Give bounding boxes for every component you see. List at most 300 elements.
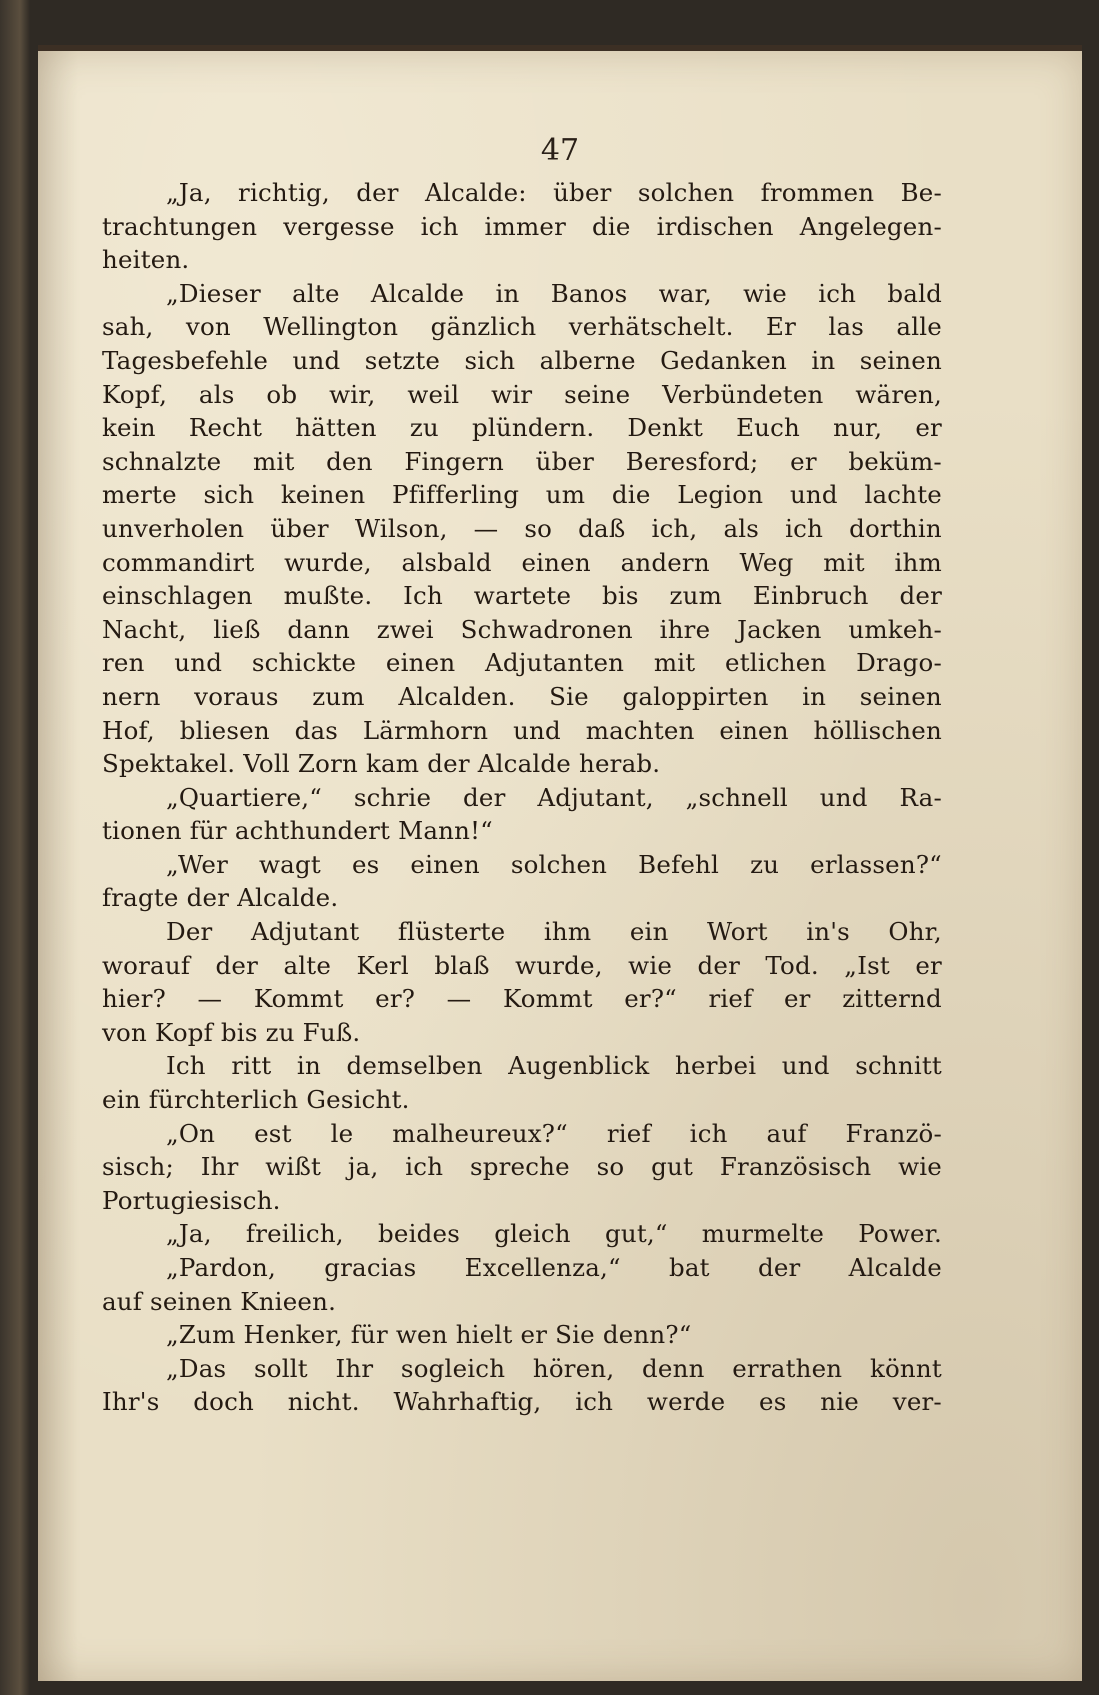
word: die — [591, 211, 631, 241]
word: weil — [407, 379, 460, 409]
word: achthundert — [234, 816, 399, 846]
word: herab. — [578, 749, 661, 779]
word: sisch; — [102, 1152, 174, 1182]
text-line — [102, 1217, 942, 1251]
word: seinen — [150, 1286, 241, 1316]
word: ihm — [894, 547, 942, 577]
word: Voll — [243, 749, 298, 779]
text-line — [102, 881, 942, 915]
word: in's — [806, 917, 850, 947]
word: etlichen — [725, 648, 827, 678]
word: seinen — [859, 345, 942, 375]
word: von — [185, 312, 231, 342]
word: Wellington — [263, 312, 399, 342]
word: in — [802, 681, 827, 711]
word: zum — [669, 581, 723, 611]
word: voraus — [194, 681, 279, 711]
text-line — [102, 277, 942, 311]
word: Adjutanten — [485, 648, 625, 678]
text-line — [102, 781, 942, 815]
word: Er — [766, 312, 797, 342]
word: wären, — [855, 379, 942, 409]
word: commandirt — [102, 547, 255, 577]
word: Alcalde — [370, 278, 465, 308]
word: Tagesbefehle — [102, 345, 269, 375]
word: Fingern — [404, 446, 504, 476]
text-line — [102, 478, 942, 512]
word: Adjutant, — [537, 782, 654, 812]
word: „Das — [166, 1353, 227, 1383]
text-line — [102, 1251, 942, 1285]
text-line — [102, 982, 942, 1016]
word: schrie — [353, 782, 432, 812]
word: demselben — [346, 1051, 483, 1081]
word: Einbruch — [752, 581, 869, 611]
text-line — [102, 512, 942, 546]
word: Kerl — [356, 950, 409, 980]
word: Wilson, — [354, 513, 448, 543]
word: alte — [292, 278, 340, 308]
word: dann — [287, 614, 350, 644]
word: wie — [898, 1152, 942, 1182]
word: ihm — [543, 917, 592, 947]
word: ich — [405, 1152, 444, 1182]
text-line — [102, 1385, 942, 1419]
word: und — [292, 345, 341, 375]
word: bis — [602, 581, 639, 611]
word: die — [611, 480, 651, 510]
word: ich — [420, 211, 459, 241]
word: ob — [266, 379, 298, 409]
word: bis — [220, 1017, 266, 1047]
word: alberne — [539, 345, 636, 375]
word: so — [596, 1152, 625, 1182]
word: machten — [585, 715, 695, 745]
word: zitternd — [842, 984, 942, 1014]
page-number: 47 — [540, 133, 580, 168]
word: est — [254, 1118, 292, 1148]
word: erlassen?“ — [810, 849, 942, 879]
word: le — [330, 1118, 354, 1148]
word: nicht. — [287, 1387, 360, 1417]
word: plündern. — [471, 413, 595, 443]
word: Alcalde — [848, 1253, 942, 1282]
word: doch — [193, 1387, 254, 1417]
word: denn?“ — [602, 1320, 692, 1350]
word: Zorn — [297, 749, 366, 779]
word: mit — [252, 446, 295, 476]
text-line — [102, 344, 942, 378]
word: Ich — [166, 1051, 206, 1081]
word: verhätschelt. — [568, 312, 734, 342]
word: „Ja, — [166, 1219, 212, 1249]
word: in — [811, 345, 836, 375]
word: Excellenza,“ — [464, 1253, 621, 1282]
word: Euch — [736, 413, 801, 443]
word: Sie — [555, 1320, 603, 1350]
text-line — [102, 243, 942, 277]
word: unverholen — [102, 513, 245, 543]
word: Wahrhaftig, — [393, 1387, 542, 1417]
word: als — [198, 379, 235, 409]
word: ren — [102, 648, 145, 678]
word: über — [553, 178, 612, 207]
word: einschlagen — [102, 581, 253, 611]
word: solchen — [510, 849, 608, 879]
word: „Pardon, — [166, 1253, 276, 1282]
word: denn — [642, 1353, 705, 1383]
word: bliesen — [179, 715, 270, 745]
word: Gedanken — [660, 345, 787, 375]
word: er?“ — [624, 984, 677, 1014]
word: Portugiesisch. — [102, 1185, 281, 1215]
word: der — [899, 581, 942, 611]
word: dorthin — [849, 513, 942, 543]
word: über — [535, 446, 595, 476]
word: für — [350, 1320, 396, 1350]
word: Der — [166, 917, 213, 947]
word: gut — [651, 1152, 694, 1182]
word: der — [215, 950, 259, 980]
word: „On — [166, 1118, 216, 1148]
word: „Zum — [166, 1320, 244, 1350]
text-line — [102, 915, 942, 949]
word: ich — [785, 513, 824, 543]
word: wir — [491, 379, 533, 409]
word: Franzö- — [845, 1118, 942, 1148]
word: Alcalden. — [398, 681, 516, 711]
word: zu — [409, 413, 439, 443]
word: beküm- — [848, 446, 942, 476]
word: keinen — [280, 480, 366, 510]
word: gänzlich — [430, 312, 537, 342]
word: umkeh- — [848, 614, 942, 644]
word: sollt — [253, 1353, 308, 1383]
word: war, — [658, 278, 712, 308]
word: ver- — [892, 1387, 942, 1417]
word: Ihr — [200, 1152, 239, 1182]
word: es — [351, 849, 380, 879]
word: gleich — [494, 1219, 571, 1249]
word: Be- — [900, 178, 942, 207]
word: und — [781, 1051, 830, 1081]
word: „schnell — [685, 782, 788, 812]
word: Wort — [707, 917, 768, 947]
word: Alcalde: — [425, 178, 527, 207]
word: mit — [653, 648, 696, 678]
word: — — [473, 513, 499, 543]
text-line — [102, 613, 942, 647]
text-line — [102, 1117, 942, 1151]
word: nur, — [833, 413, 883, 443]
word: ja, — [347, 1152, 379, 1182]
word: als — [723, 513, 760, 543]
word: Ihr's — [102, 1387, 160, 1417]
word: der — [757, 1253, 801, 1282]
word: kein — [102, 413, 156, 443]
word: wagt — [259, 849, 321, 879]
word: „Quartiere,“ — [166, 782, 322, 812]
word: Verbündeten — [662, 379, 824, 409]
word: Pfifferling — [392, 480, 520, 510]
word: vergesse — [283, 211, 395, 241]
word: werde — [646, 1387, 726, 1417]
word: sich — [203, 480, 255, 510]
word: Ohr, — [888, 917, 942, 947]
text-line — [102, 210, 942, 244]
word: wißt — [265, 1152, 322, 1182]
word: Mann!“ — [398, 816, 493, 846]
text-line — [102, 445, 942, 479]
text-line — [102, 1184, 942, 1218]
word: merte — [102, 480, 177, 510]
word: ließ — [213, 614, 261, 644]
word: Fuß. — [302, 1017, 361, 1047]
word: „Ja, — [166, 178, 212, 207]
word: Henker, — [243, 1320, 351, 1350]
word: Tod. — [765, 950, 819, 980]
word: auf — [766, 1118, 807, 1148]
word: der — [463, 782, 506, 812]
word: Kommt — [502, 984, 593, 1014]
word: „Dieser — [166, 278, 261, 308]
word: Französisch — [719, 1152, 872, 1182]
word: den — [326, 446, 373, 476]
word: Spektakel. — [102, 749, 244, 779]
word: Befehl — [638, 849, 720, 879]
word: das — [294, 715, 339, 745]
word: Banos — [550, 278, 628, 308]
word: Weg — [739, 547, 794, 577]
word: heiten. — [102, 245, 190, 275]
word: einen — [410, 849, 480, 879]
word: ein — [629, 917, 669, 947]
word: lachte — [864, 480, 942, 510]
word: gracias — [324, 1253, 417, 1282]
word: wir, — [329, 379, 376, 409]
text-line — [102, 646, 942, 680]
word: der — [356, 178, 399, 207]
word: zwei — [376, 614, 434, 644]
word: andern — [620, 547, 710, 577]
text-line — [102, 546, 942, 580]
word: beides — [378, 1219, 460, 1249]
text-line — [102, 1285, 942, 1319]
word: sah, — [102, 312, 154, 342]
book-page — [38, 45, 1082, 1681]
word: der — [186, 883, 238, 913]
word: Kopf — [154, 1017, 221, 1047]
word: „Wer — [166, 849, 229, 879]
word: Gesicht. — [306, 1085, 410, 1115]
word: Ich — [403, 581, 443, 611]
text-line — [102, 1150, 942, 1184]
word: alte — [283, 950, 332, 980]
word: in — [296, 1051, 321, 1081]
word: wie — [743, 278, 787, 308]
word: schnitt — [855, 1051, 942, 1081]
word: der — [697, 950, 740, 980]
word: herbei — [675, 1051, 757, 1081]
word: murmelte — [701, 1219, 825, 1249]
word: malheureux?“ — [392, 1118, 568, 1148]
word: daß — [578, 513, 626, 543]
word: mußte. — [283, 581, 373, 611]
word: so — [524, 513, 553, 543]
word: er — [520, 1320, 556, 1350]
word: kam — [365, 749, 428, 779]
word: irdischen — [656, 211, 774, 241]
word: Denkt — [627, 413, 703, 443]
word: höllischen — [813, 715, 942, 745]
word: — — [197, 984, 223, 1014]
word: auf — [102, 1286, 151, 1316]
word: errathen — [732, 1353, 843, 1383]
word: könnt — [869, 1353, 942, 1383]
text-line — [102, 579, 942, 613]
word: und — [819, 782, 868, 812]
word: bald — [887, 278, 942, 308]
word: seine — [564, 379, 631, 409]
word: ihre — [659, 614, 711, 644]
word: wie — [628, 950, 673, 980]
word: schnalzte — [102, 446, 222, 476]
word: wurde, — [284, 547, 372, 577]
word: seinen — [859, 681, 942, 711]
word: er — [783, 984, 811, 1014]
word: Drago- — [856, 648, 942, 678]
word: zu — [265, 1017, 303, 1047]
text-line — [102, 1049, 942, 1083]
word: er — [915, 413, 942, 443]
word: ich — [575, 1387, 614, 1417]
word: — — [446, 984, 472, 1014]
word: hier? — [102, 984, 166, 1014]
word: hätten — [295, 413, 377, 443]
text-line — [102, 378, 942, 412]
text-line — [102, 949, 942, 983]
word: hielt — [455, 1320, 521, 1350]
word: ich — [818, 278, 857, 308]
word: rief — [708, 984, 753, 1014]
word: ich — [689, 1118, 728, 1148]
word: ritt — [231, 1051, 272, 1081]
word: Kopf, — [102, 379, 168, 409]
word: freilich, — [245, 1219, 344, 1249]
word: um — [545, 480, 586, 510]
word: wen — [395, 1320, 456, 1350]
word: alle — [896, 312, 942, 342]
word: Ra- — [899, 782, 942, 812]
word: zu — [750, 849, 780, 879]
word: Lärmhorn — [362, 715, 489, 745]
word: ich, — [651, 513, 698, 543]
word: immer — [484, 211, 567, 241]
word: rief — [606, 1118, 651, 1148]
word: zum — [312, 681, 365, 711]
word: solchen — [637, 178, 735, 207]
word: Hof, — [102, 715, 155, 745]
text-line — [102, 310, 942, 344]
word: Legion — [677, 480, 764, 510]
text-line — [102, 714, 942, 748]
word: und — [174, 648, 223, 678]
body-text — [102, 176, 942, 1419]
word: nie — [820, 1387, 860, 1417]
word: ein — [102, 1085, 149, 1115]
word: einen — [719, 715, 789, 745]
word: nern — [102, 681, 161, 711]
word: trachtungen — [102, 211, 258, 241]
word: gut,“ — [604, 1219, 668, 1249]
word: Power. — [858, 1219, 942, 1249]
word: flüsterte — [397, 917, 506, 947]
word: setzte — [364, 345, 441, 375]
word: der — [427, 749, 478, 779]
text-line — [102, 848, 942, 882]
word: Schwadronen — [460, 614, 633, 644]
word: alsbald — [401, 547, 492, 577]
word: in — [495, 278, 520, 308]
word: Alcalde — [477, 749, 579, 779]
word: spreche — [469, 1152, 570, 1182]
word: Adjutant — [250, 917, 360, 947]
word: über — [270, 513, 329, 543]
word: mit — [823, 547, 865, 577]
word: Knieen. — [240, 1286, 337, 1316]
word: fragte — [102, 883, 187, 913]
word: er? — [375, 984, 416, 1014]
word: worauf — [102, 950, 191, 980]
word: Kommt — [253, 984, 344, 1014]
word: galoppirten — [622, 681, 769, 711]
word: und — [513, 715, 561, 745]
word: sich — [464, 345, 516, 375]
text-line — [102, 411, 942, 445]
word: „Ist — [844, 950, 890, 980]
word: für — [189, 816, 235, 846]
word: Nacht, — [102, 614, 187, 644]
word: schickte — [251, 648, 357, 678]
word: er — [790, 446, 817, 476]
word: tionen — [102, 816, 190, 846]
word: las — [828, 312, 865, 342]
word: wartete — [473, 581, 572, 611]
word: hören, — [532, 1353, 615, 1383]
word: Jacken — [737, 614, 822, 644]
word: wurde, — [515, 950, 603, 980]
word: Recht — [188, 413, 263, 443]
word: und — [789, 480, 838, 510]
text-line — [102, 1318, 942, 1352]
word: Alcalde. — [237, 883, 339, 913]
text-line — [102, 680, 942, 714]
word: frommen — [760, 178, 875, 207]
text-line — [102, 1016, 942, 1050]
text-line — [102, 1083, 942, 1117]
word: einen — [521, 547, 591, 577]
word: sogleich — [400, 1353, 506, 1383]
word: Augenblick — [508, 1051, 650, 1081]
word: Beresford; — [625, 446, 759, 476]
word: richtig, — [238, 178, 330, 207]
text-line — [102, 176, 942, 210]
word: einen — [385, 648, 456, 678]
word: Ihr — [335, 1353, 374, 1383]
word: Sie — [549, 681, 589, 711]
text-line — [102, 814, 942, 848]
text-line — [102, 1352, 942, 1386]
